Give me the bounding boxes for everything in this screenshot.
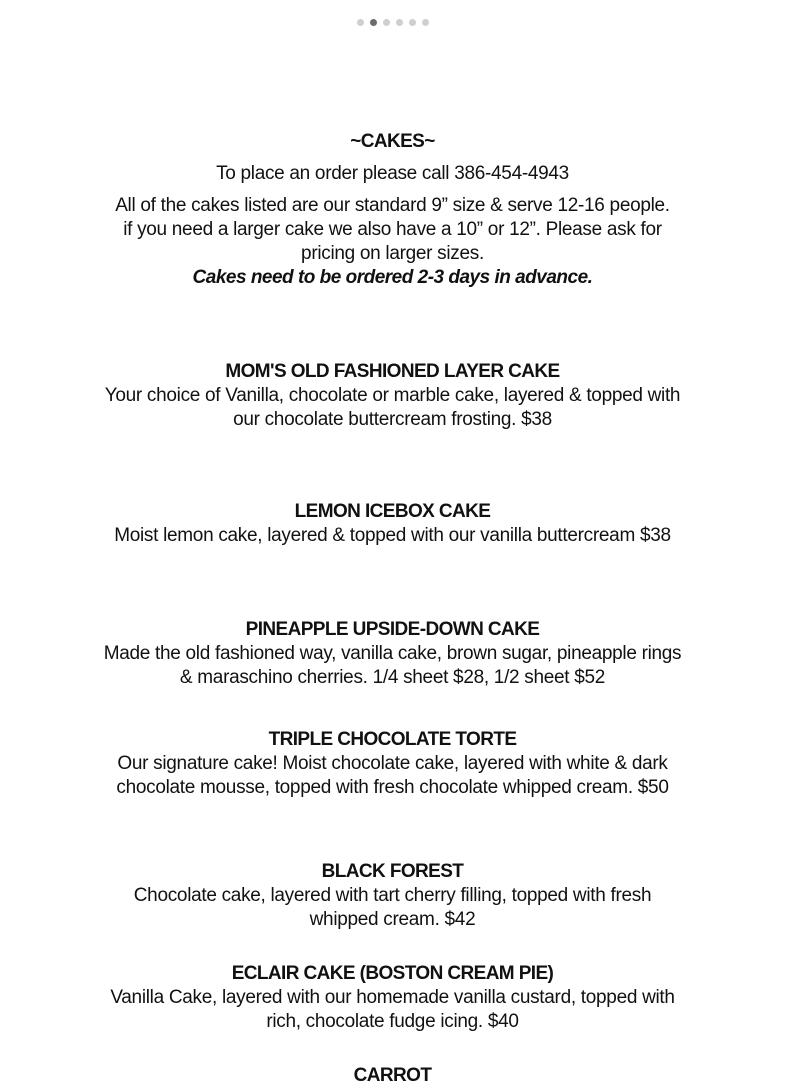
cake-description: Chocolate cake, layered with tart cherry filling, topped with fresh — [133, 885, 652, 906]
cake-description: Made the old fashioned way, vanilla cake, brown sugar, pineapple rings — [103, 643, 682, 664]
carousel-dot-2[interactable] — [370, 19, 377, 26]
carousel-dot-6[interactable] — [422, 19, 429, 26]
cake-description: chocolate mousse, topped with fresh chocolate whipped cream. $50 — [116, 777, 669, 798]
carousel-dot-5[interactable] — [409, 19, 416, 26]
carousel-dots — [0, 19, 785, 26]
size-info-line-1: All of the cakes listed are our standard 9” size & serve 12-16 people. — [115, 195, 670, 216]
carousel-dot-3[interactable] — [383, 19, 390, 26]
cake-name: PINEAPPLE UPSIDE-DOWN CAKE — [245, 619, 540, 640]
cake-description: Your choice of Vanilla, chocolate or marble cake, layered & topped with — [104, 385, 681, 406]
advance-notice: Cakes need to be ordered 2-3 days in advance. — [192, 267, 593, 288]
cake-description: Moist lemon cake, layered & topped with our vanilla buttercream $38 — [114, 525, 671, 546]
page-title: ~CAKES~ — [350, 131, 435, 152]
cake-name: ECLAIR CAKE (BOSTON CREAM PIE) — [231, 963, 554, 984]
size-info-line-3: pricing on larger sizes. — [301, 243, 484, 264]
cake-name: BLACK FOREST — [321, 861, 464, 882]
size-info-line-2: if you need a larger cake we also have a 10” or 12”. Please ask for — [123, 219, 662, 240]
cake-name: LEMON ICEBOX CAKE — [294, 501, 491, 522]
cake-description: our chocolate buttercream frosting. $38 — [233, 409, 552, 430]
cake-description: rich, chocolate fudge icing. $40 — [266, 1011, 519, 1032]
cake-name: TRIPLE CHOCOLATE TORTE — [268, 729, 517, 750]
cake-name: MOM'S OLD FASHIONED LAYER CAKE — [225, 361, 560, 382]
carousel-dot-1[interactable] — [357, 19, 364, 26]
cake-name: CARROT — [353, 1065, 432, 1086]
order-phone-line: To place an order please call 386-454-4943 — [216, 163, 569, 184]
cake-description: whipped cream. $42 — [309, 909, 476, 930]
carousel-dot-4[interactable] — [396, 19, 403, 26]
cake-description: & maraschino cherries. 1/4 sheet $28, 1/2 sheet $52 — [179, 667, 606, 688]
cake-description: Our signature cake! Moist chocolate cake, layered with white & dark — [117, 753, 668, 774]
cake-description: Vanilla Cake, layered with our homemade vanilla custard, topped with — [110, 987, 675, 1008]
